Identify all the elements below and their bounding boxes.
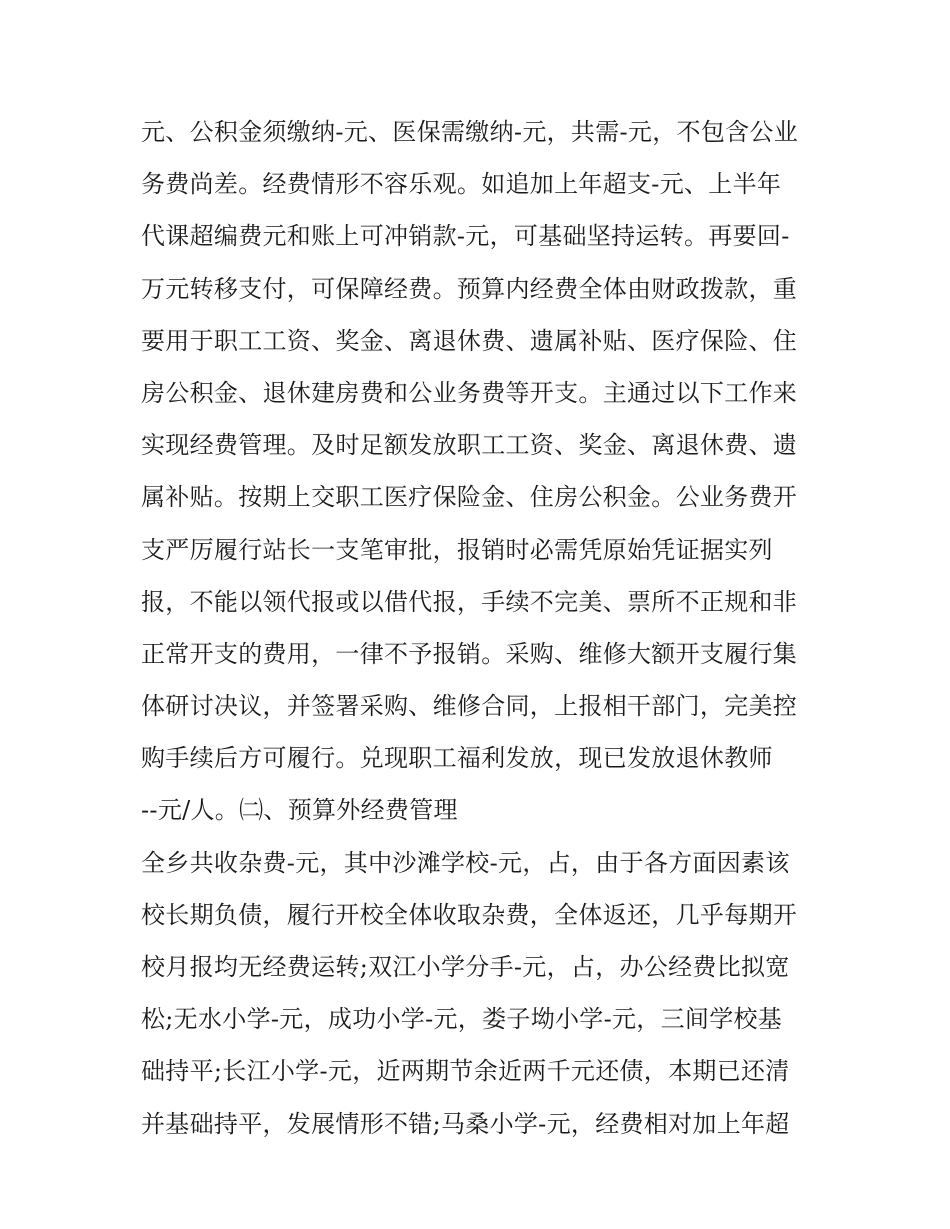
section-heading-line: --元/人。㈡、预算外经费管理 (141, 796, 458, 825)
text-line: 正常开支的费用，一律不予报销。采购、维修大额开支履行集 (141, 639, 798, 668)
text-line: 实现经费管理。及时足额发放职工工资、奖金、离退休费、遗 (141, 431, 798, 460)
text-line: 购手续后方可履行。兑现职工福利发放，现已发放退休教师 (141, 744, 773, 773)
text-line: 要用于职工工资、奖金、离退休费、遗属补贴、医疗保险、住 (141, 326, 798, 355)
text-line: 体研讨决议，并签署采购、维修合同，上报相干部门，完美控 (141, 692, 798, 721)
text-line: 务费尚差。经费情形不容乐观。如追加上年超支-元、上半年 (141, 170, 782, 199)
text-line: 并基础持平，发展情形不错;马桑小学-元，经费相对加上年超 (141, 1109, 790, 1138)
text-line: 报，不能以领代报或以借代报，手续不完美、票所不正规和非 (141, 587, 798, 616)
text-line: 校月报均无经费运转;双江小学分手-元，占，办公经费比拟宽 (141, 953, 790, 981)
body-text (141, 106, 841, 1150)
text-line: 校长期负债，履行开校全体收取杂费，全体返还，几乎每期开 (141, 900, 798, 929)
text-line: 属补贴。按期上交职工医疗保险金、住房公积金。公业务费开 (141, 483, 798, 512)
text-line: 松;无水小学-元，成功小学-元，娄子坳小学-元，三间学校基 (141, 1005, 783, 1034)
text-line: 支严厉履行站长一支笔审批，报销时必需凭原始凭证据实列 (141, 535, 773, 564)
text-line: 元、公积金须缴纳-元、医保需缴纳-元，共需-元，不包含公业 (141, 118, 799, 146)
text-line: 代课超编费元和账上可冲销款-元，可基础坚持运转。再要回- (141, 222, 790, 251)
text-line: 万元转移支付，可保障经费。预算内经费全体由财政拨款，重 (141, 274, 798, 303)
text-line: 全乡共收杂费-元，其中沙滩学校-元，占，由于各方面因素该 (141, 848, 790, 877)
text-line: 房公积金、退休建房费和公业务费等开支。主通过以下工作来 (141, 378, 798, 407)
text-line: 础持平;长江小学-元，近两期节余近两千元还债，本期已还清 (141, 1057, 790, 1086)
